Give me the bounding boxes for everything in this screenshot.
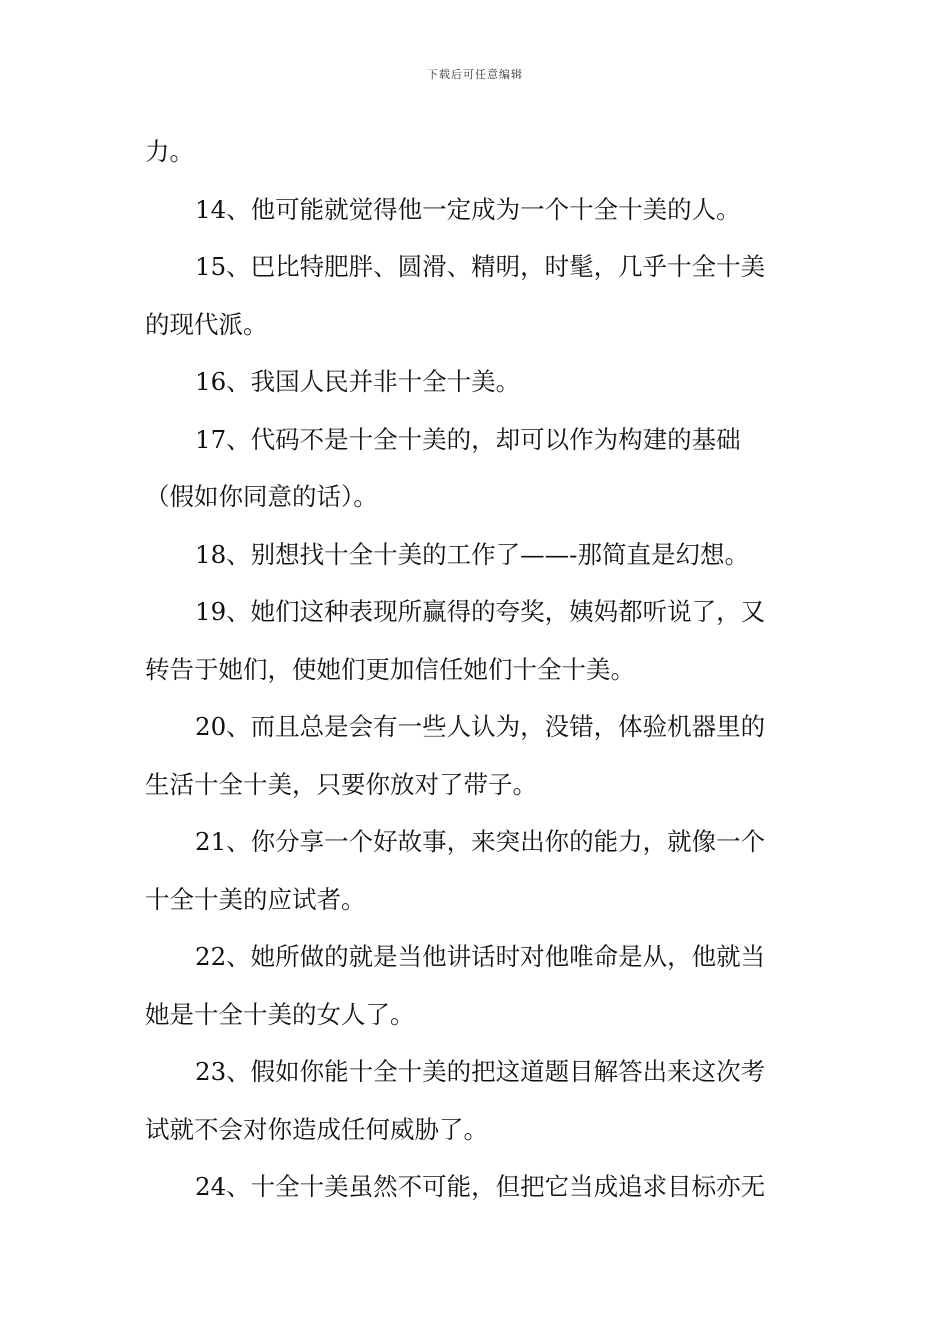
text-line: 18、别想找十全十美的工作了——-那简直是幻想。 bbox=[195, 539, 749, 569]
text-line: 23、假如你能十全十美的把这道题目解答出来这次考 bbox=[195, 1057, 766, 1086]
text-line: 22、她所做的就是当他讲话时对他唯命是从，他就当 bbox=[195, 942, 766, 971]
text-line: 17、代码不是十全十美的，却可以作为构建的基础 bbox=[195, 424, 741, 454]
text-line: 生活十全十美，只要你放对了带子。 bbox=[145, 769, 537, 799]
text-line: 转告于她们，使她们更加信任她们十全十美。 bbox=[145, 654, 635, 684]
text-line: 她是十全十美的女人了。 bbox=[145, 999, 415, 1029]
text-line: （假如你同意的话）。 bbox=[145, 482, 378, 511]
document-body bbox=[145, 132, 807, 1225]
text-line: 十全十美的应试者。 bbox=[145, 884, 366, 914]
text-line: 15、巴比特肥胖、圆滑、精明，时髦，几乎十全十美 bbox=[195, 252, 766, 281]
page-header: 下载后可任意编辑 bbox=[427, 68, 523, 81]
text-line: 力。 bbox=[145, 137, 194, 166]
text-line: 19、她们这种表现所赢得的夸奖，姨妈都听说了，又 bbox=[195, 597, 766, 626]
text-line: 21、你分享一个好故事，来突出你的能力，就像一个 bbox=[195, 827, 766, 856]
text-line: 20、而且总是会有一些人认为，没错，体验机器里的 bbox=[195, 712, 766, 741]
text-line: 14、他可能就觉得他一定成为一个十全十美的人。 bbox=[195, 194, 741, 224]
text-line: 24、十全十美虽然不可能，但把它当成追求目标亦无 bbox=[195, 1172, 766, 1201]
text-line: 的现代派。 bbox=[145, 309, 268, 339]
text-line: 试就不会对你造成任何威胁了。 bbox=[145, 1114, 488, 1144]
text-line: 16、我国人民并非十全十美。 bbox=[195, 367, 521, 396]
